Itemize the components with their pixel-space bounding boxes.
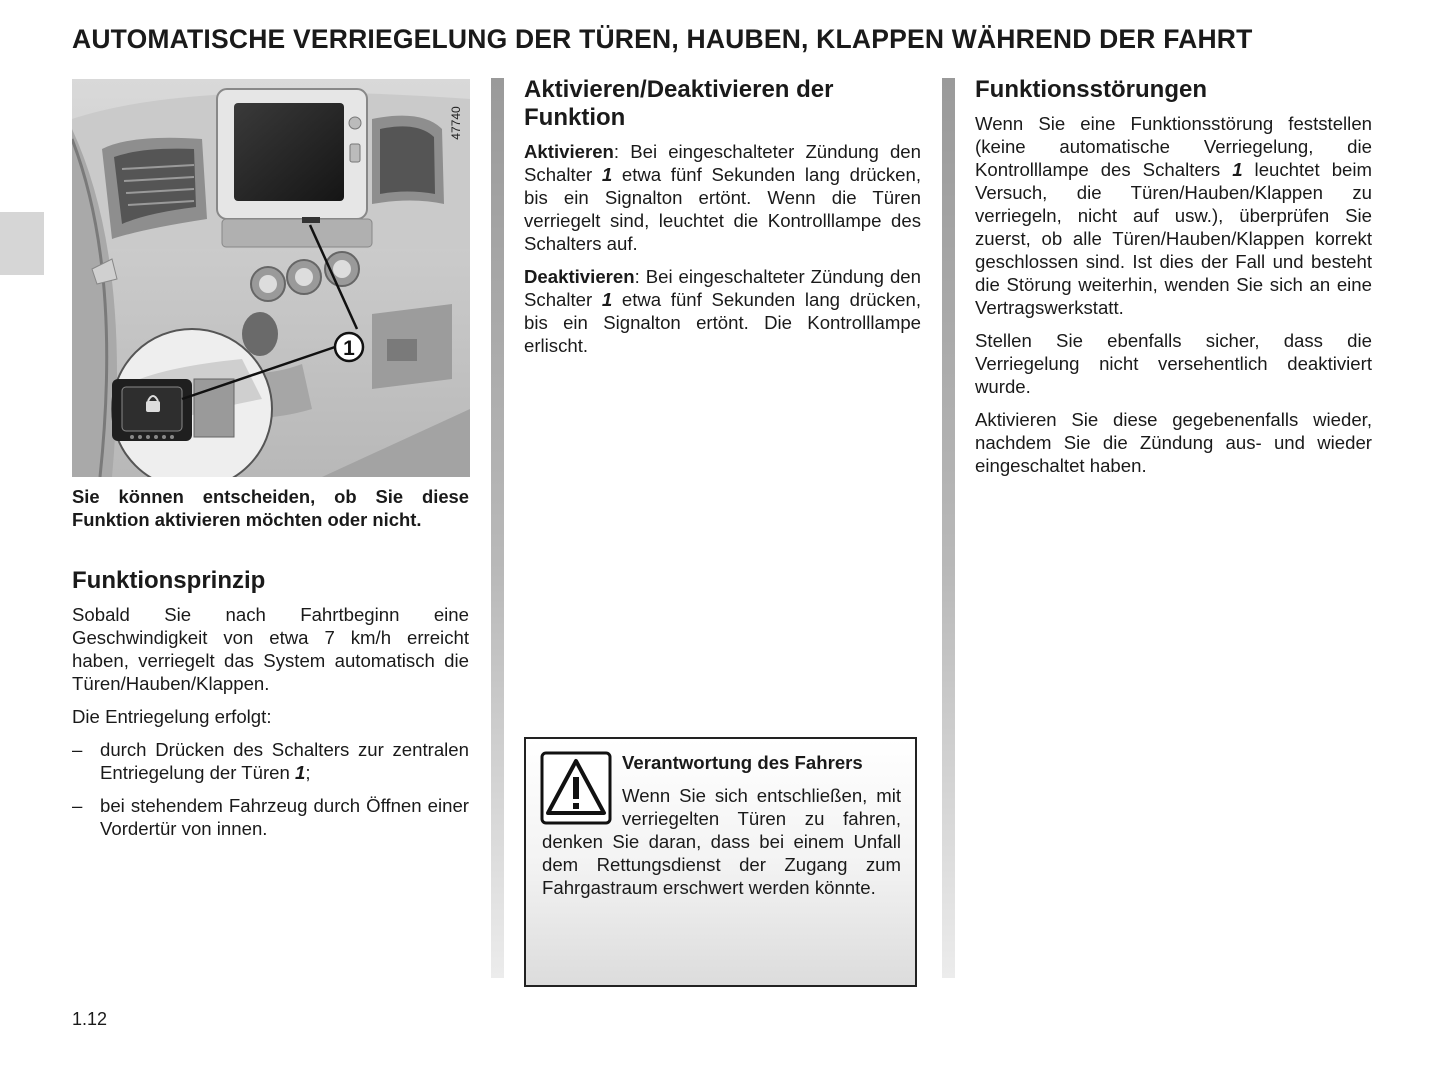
- principle-heading: Funktionsprinzip: [72, 567, 266, 594]
- chapter-tab: [0, 212, 44, 275]
- image-number: 47740: [449, 106, 463, 140]
- malfunction-heading: Funktionsstörungen: [975, 76, 1207, 103]
- dashboard-figure: [72, 79, 470, 477]
- warning-triangle-icon: [540, 751, 612, 825]
- page-title: AUTOMATISCHE VERRIEGELUNG DER TÜREN, HAUBEN, KLAPPEN WÄHREND DER FAHRT: [72, 24, 1253, 54]
- principle-paragraph: Sobald Sie nach Fahrtbeginn eine Geschwindigkeit von etwa 7 km/h erreicht haben, verriegelt das System automatisch die Türen/Hauben/Klappen.: [72, 604, 469, 694]
- activate-paragraph: Aktivieren: Bei eingeschalteter Zündung den Schalter 1 etwa fünf Sekunden lang drücken, bis ein Signalton ertönt. Wenn die Türen verriegelt sind, leuchtet die Kontrolllampe des Schalters auf.: [524, 141, 921, 254]
- list-item: – bei stehendem Fahrzeug durch Öffnen einer Vordertür von innen.: [72, 795, 469, 839]
- malfunction-paragraph-1: Wenn Sie eine Funktionsstörung feststellen (keine automatische Verriegelung, die Kontrolllampe des Schalters 1 leuchtet beim Versuch, die Türen/Hauben/Klappen zu verriegeln, nicht auf usw.), überprüfen Sie zuerst, ob alle Türen/Hauben/Klappen korrekt geschlossen sind. Ist dies der Fall und besteht die Störung weiterhin, wenden Sie sich an eine Vertragswerkstatt.: [975, 113, 1372, 318]
- activate-section: [524, 76, 921, 367]
- malfunction-paragraph-2: Stellen Sie ebenfalls sicher, dass die Verriegelung nicht versehentlich deaktiviert wurde.: [975, 330, 1372, 397]
- unlock-list: [72, 738, 469, 840]
- deactivate-paragraph: Deaktivieren: Bei eingeschalteter Zündung den Schalter 1 etwa fünf Sekunden lang drücken, bis ein Signalton ertönt. Die Kontrolllampe erlischt.: [524, 266, 921, 356]
- column-divider: [491, 78, 504, 978]
- malfunction-paragraph-3: Aktivieren Sie diese gegebenenfalls wieder, nachdem Sie die Zündung aus- und wieder eingeschaltet haben.: [975, 409, 1372, 476]
- unlock-intro: Die Entriegelung erfolgt:: [72, 706, 272, 727]
- list-item: – durch Drücken des Schalters zur zentralen Entriegelung der Türen 1;: [72, 739, 469, 783]
- page-number: 1.12: [72, 1009, 108, 1029]
- activate-heading: Aktivieren/Deaktivieren der Funktion: [524, 76, 834, 131]
- warning-box: [524, 737, 917, 987]
- warning-text: Wenn Sie sich entschließen, mit verriegelten Türen zu fahren, denken Sie daran, dass bei einem Unfall dem Rettungsdienst der Zugang zum Fahrgastraum erschwert werden könnte.: [542, 785, 901, 898]
- warning-title: Verantwortung des Fahrers: [622, 752, 863, 773]
- callout-label: 1: [343, 337, 355, 360]
- column-divider: [942, 78, 955, 978]
- malfunction-section: [975, 76, 1372, 487]
- dashboard-illustration: [72, 79, 470, 477]
- figure-caption: Sie können entscheiden, ob Sie diese Funktion aktivieren möchten oder nicht.: [72, 486, 469, 530]
- principle-section: [72, 567, 469, 850]
